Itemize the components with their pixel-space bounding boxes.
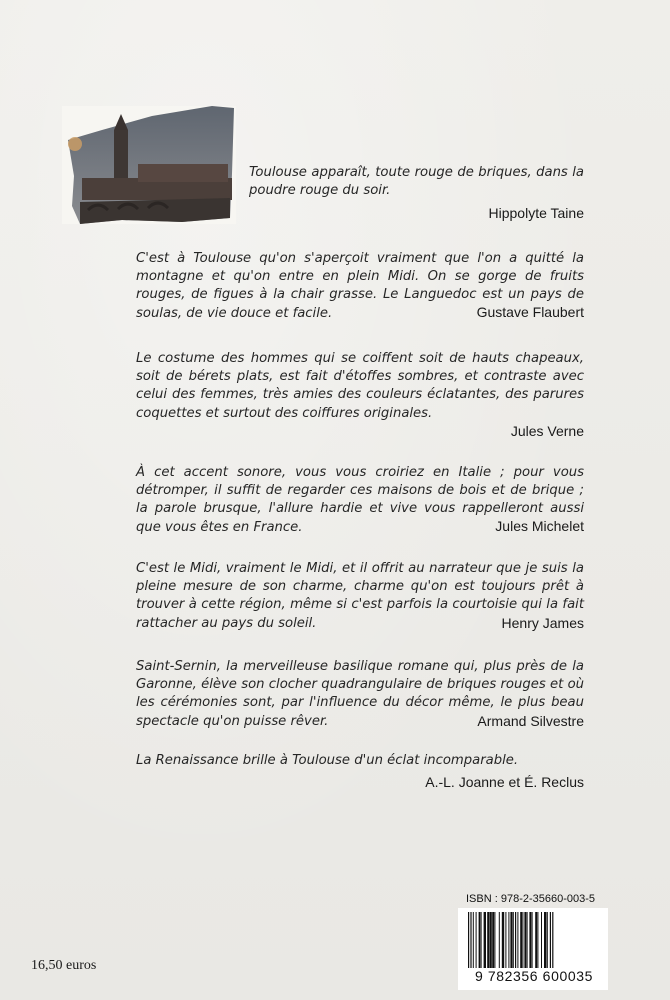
barcode-bar: [552, 912, 553, 970]
quote-text: À cet accent sonore, vous vous croiriez en Italie ; pour vous détromper, il suffit de regarder ces maisons de bois et de brique ; la parole brusque, l'allure hardie et vive vous rappelleront aussi que vous êtes en France.: [136, 465, 584, 535]
barcode-bar: [541, 912, 542, 968]
quote-author: Hippolyte Taine: [488, 205, 584, 221]
barcode-bar: [484, 912, 486, 968]
barcode-bar: [505, 912, 506, 968]
isbn-label: ISBN : 978-2-35660-003-5: [466, 893, 596, 905]
barcode-bar: [476, 912, 477, 968]
barcode-bar: [489, 912, 491, 968]
barcode-bar: [529, 912, 531, 968]
barcode-bar: [515, 912, 516, 970]
quote-author: A.-L. Joanne et É. Reclus: [425, 774, 584, 790]
barcode-bar: [494, 912, 495, 968]
quote-text: C'est à Toulouse qu'on s'aperçoit vraiment que l'on a quitté la montagne et qu'on entre en plein Midi. On se gorge de fruits rouges, de figues à la chair grasse. Le Languedoc est un pays de soulas, de vie douce et facile.: [136, 251, 584, 321]
barcode-bar: [492, 912, 494, 968]
barcode-bar: [527, 912, 528, 968]
quote-author: Henry James: [501, 615, 584, 631]
barcode-bar: [502, 912, 504, 968]
quote-author: Armand Silvestre: [477, 713, 584, 729]
quote-text: Le costume des hommes qui se coiffent soit de hauts chapeaux, soit de bérets plats, est fait d'étoffes sombres, et contraste avec celui des femmes, très amies des couleurs éclatantes, des parures coquettes et surtout des coiffures originales.: [136, 351, 584, 421]
quote-text: C'est le Midi, vraiment le Midi, et il offrit au narrateur que je suis la pleine mesure de son charme, charme qu'on est toujours prêt à trouver à cette région, même si c'est parfois la courtoisie qui la fait rattacher au pays du soleil.: [136, 561, 584, 631]
barcode-bar: [473, 912, 474, 968]
barcode-bar: [544, 912, 546, 968]
barcode-bar: [532, 912, 533, 968]
barcode-bar: [513, 912, 514, 970]
quote-text: Saint-Sernin, la merveilleuse basilique romane qui, plus près de la Garonne, élève son clocher quadrangulaire de briques rouges et où les cérémonies sont, par l'influence du décor même, le plus beau spectacle qu'on puisse rêver.: [136, 659, 584, 729]
toulouse-skyline-image: [62, 106, 236, 224]
barcode-bar: [535, 912, 537, 968]
toulouse-photo: [62, 106, 236, 224]
barcode-bar: [550, 912, 551, 970]
barcode-bar: [537, 912, 538, 968]
barcode-bar: [508, 912, 509, 968]
barcode-bar: [468, 912, 469, 970]
quote-author: Gustave Flaubert: [476, 304, 584, 320]
barcode-bar: [487, 912, 489, 968]
barcode-bar: [524, 912, 526, 968]
quote-author: Jules Michelet: [495, 518, 584, 534]
barcode-bar: [522, 912, 523, 968]
barcode-bars: [458, 908, 608, 970]
barcode-bar: [470, 912, 471, 970]
barcode-bar: [479, 912, 481, 968]
barcode-bar: [510, 912, 512, 968]
quote-author: Jules Verne: [510, 423, 584, 439]
quote-text: La Renaissance brille à Toulouse d'un éclat incomparable.: [136, 753, 519, 768]
quote-text: Toulouse apparaît, toute rouge de briques, dans la poudre rouge du soir.: [249, 165, 584, 199]
barcode-bar: [499, 912, 500, 968]
barcode-bar: [520, 912, 522, 968]
barcode-digits: 9 782356 600035: [466, 968, 602, 984]
barcode-bar: [481, 912, 482, 968]
barcode-bar: [547, 912, 548, 968]
barcode-bar: [517, 912, 518, 968]
price-label: 16,50 euros: [31, 958, 97, 973]
